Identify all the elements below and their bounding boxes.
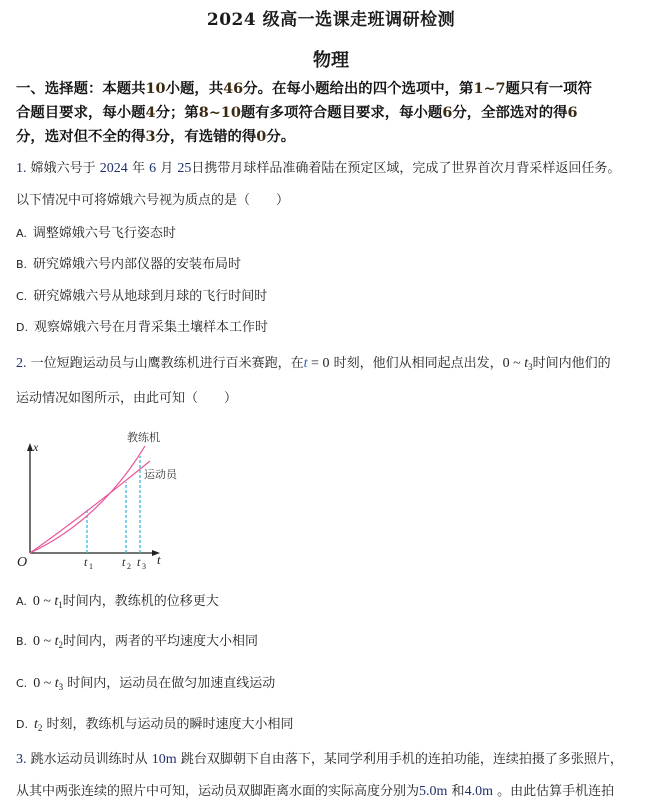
coach-label: 教练机 [127, 432, 160, 444]
text: 小题，共 [165, 80, 224, 97]
wrong-points: 0 [256, 128, 267, 145]
q2-option-a[interactable] [16, 590, 219, 610]
platform-height: 10m [151, 752, 177, 767]
text: 年 [131, 161, 145, 176]
time-range-expression [503, 356, 533, 371]
t1-label: t [84, 555, 88, 569]
text: 题只有一项符 [505, 80, 592, 97]
option-letter: A. [16, 227, 27, 240]
time-zero-expression [304, 356, 330, 371]
option-letter: C. [16, 290, 28, 303]
q1-option-a[interactable] [16, 222, 176, 241]
single-choice-range: 1~7 [473, 80, 506, 97]
month: 6 [149, 161, 157, 176]
partial-points: 3 [145, 128, 156, 145]
subscript: 3 [58, 682, 64, 692]
text: 跳台双脚朝下自由落下，某同学利用手机的连拍功能，连续拍摄了多张照片， [180, 752, 623, 767]
day: 25 [177, 161, 192, 176]
subscript: 2 [58, 640, 64, 650]
option-text: 时间内，运动员在做匀加速直线运动 [67, 676, 276, 691]
t3-label: t [137, 555, 141, 569]
t3-subscript: 3 [142, 562, 146, 571]
option-letter: B. [16, 258, 28, 271]
text: 日携带月球样品准确着陆在预定区域，完成了世界首次月背采样返回任务。 [191, 161, 621, 176]
question-number: 3. [16, 752, 27, 767]
height-1: 5.0m [419, 784, 448, 799]
option-math [34, 717, 42, 732]
text: 和 [451, 784, 465, 799]
text: 分。在每小题给出的四个选项中，第 [243, 80, 474, 97]
full-points: 6 [567, 104, 578, 121]
runner-curve [30, 461, 150, 553]
text: 一、选择题：本题共 [16, 80, 146, 97]
option-math [33, 634, 63, 649]
range-start: 0 ~ [32, 594, 55, 609]
text: 一位短跑运动员与山鹰教练机进行百米赛跑，在 [30, 356, 304, 371]
section-instructions-line-1 [16, 77, 592, 98]
option-letter: D. [16, 718, 28, 731]
option-letter: C. [16, 677, 28, 690]
option-text: 研究嫦娥六号内部仪器的安装布局时 [33, 257, 242, 272]
option-text: 观察嫦娥六号在月背采集土壤样本工作时 [33, 320, 268, 335]
variable-t: t [54, 594, 59, 609]
q1-stem-line-1 [16, 157, 620, 177]
q2-stem-line-1 [16, 352, 611, 372]
text: 合题目要求，每小题 [16, 104, 146, 121]
text: 分；第 [155, 104, 199, 121]
runner-label: 运动员 [144, 469, 177, 481]
subscript: 2 [37, 723, 43, 733]
option-text: 时间内，两者的平均速度大小相同 [63, 634, 259, 649]
variable-t: t [54, 676, 59, 691]
range-start: 0 ~ [502, 356, 525, 371]
variable-t: t [33, 717, 38, 732]
text: 月 [160, 161, 174, 176]
text: 跳水运动员训练时从 [30, 752, 148, 767]
option-text: 时刻，教练机与运动员的瞬时速度大小相同 [46, 717, 294, 732]
option-math [33, 594, 63, 609]
t2-label: t [122, 555, 126, 569]
q1-stem-line-2: 以下情况中可将嫦娥六号视为质点的是（ ） [16, 193, 290, 208]
question-number: 2. [16, 356, 27, 371]
t1-subscript: 1 [89, 562, 93, 571]
q2-option-c[interactable] [16, 672, 275, 692]
option-math [33, 676, 63, 691]
multi-choice-range: 8~10 [198, 104, 241, 121]
option-text: 调整嫦娥六号飞行姿态时 [32, 226, 176, 241]
text: 分，选对但不全的得 [16, 128, 146, 145]
option-letter: B. [16, 635, 28, 648]
text: 时刻，他们从相同起点出发， [333, 356, 503, 371]
q3-stem-line-2 [16, 780, 614, 800]
q2-option-d[interactable] [16, 713, 294, 733]
text: 分。 [266, 128, 296, 145]
origin-label: O [17, 555, 28, 570]
question-number: 1. [16, 161, 27, 176]
range-start: 0 ~ [33, 676, 55, 691]
section-instructions-line-2 [16, 101, 578, 122]
equation: = 0 [307, 356, 330, 371]
subscript: 1 [58, 600, 63, 610]
total-points: 46 [223, 80, 244, 97]
question-count: 10 [145, 80, 166, 97]
exam-title: 2024 级高一选课走班调研检测 [206, 10, 456, 30]
text: 时间内他们的 [532, 356, 611, 371]
single-points: 4 [145, 104, 156, 121]
position-time-graph [0, 420, 220, 580]
x-axis-label: x [33, 440, 39, 454]
subject-title: 物理 [313, 50, 349, 71]
range-start: 0 ~ [33, 634, 55, 649]
q1-option-c[interactable] [16, 285, 267, 304]
t2-subscript: 2 [127, 562, 131, 571]
variable-t: t [524, 356, 529, 371]
text: 分，全部选对的得 [452, 104, 568, 121]
t-axis-label: t [157, 552, 161, 567]
option-text: 时间内，教练机的位移更大 [62, 594, 219, 609]
variable-t: t [54, 634, 59, 649]
option-letter: A. [16, 595, 27, 608]
text: 题有多项符合题目要求，每小题 [240, 104, 443, 121]
section-instructions-line-3 [16, 125, 295, 146]
q2-option-b[interactable] [16, 630, 258, 650]
variable-t: t [303, 356, 308, 371]
text: 从其中两张连续的照片中可知，运动员双脚距离水面的实际高度分别为 [16, 784, 420, 799]
text: 。由此估算手机连拍 [497, 784, 615, 799]
option-text: 研究嫦娥六号从地球到月球的飞行时间时 [33, 289, 268, 304]
height-2: 4.0m [464, 784, 493, 799]
q3-stem-line-1 [16, 748, 623, 768]
q1-option-b[interactable] [16, 253, 241, 272]
text: 分，有选错的得 [155, 128, 257, 145]
text: 嫦娥六号于 [30, 161, 96, 176]
subscript: 3 [528, 362, 533, 372]
q2-stem-line-2: 运动情况如图所示，由此可知（ ） [16, 391, 238, 406]
q1-option-d[interactable] [16, 316, 268, 335]
multi-points: 6 [442, 104, 453, 121]
option-letter: D. [16, 321, 28, 334]
year: 2024 [99, 161, 128, 176]
